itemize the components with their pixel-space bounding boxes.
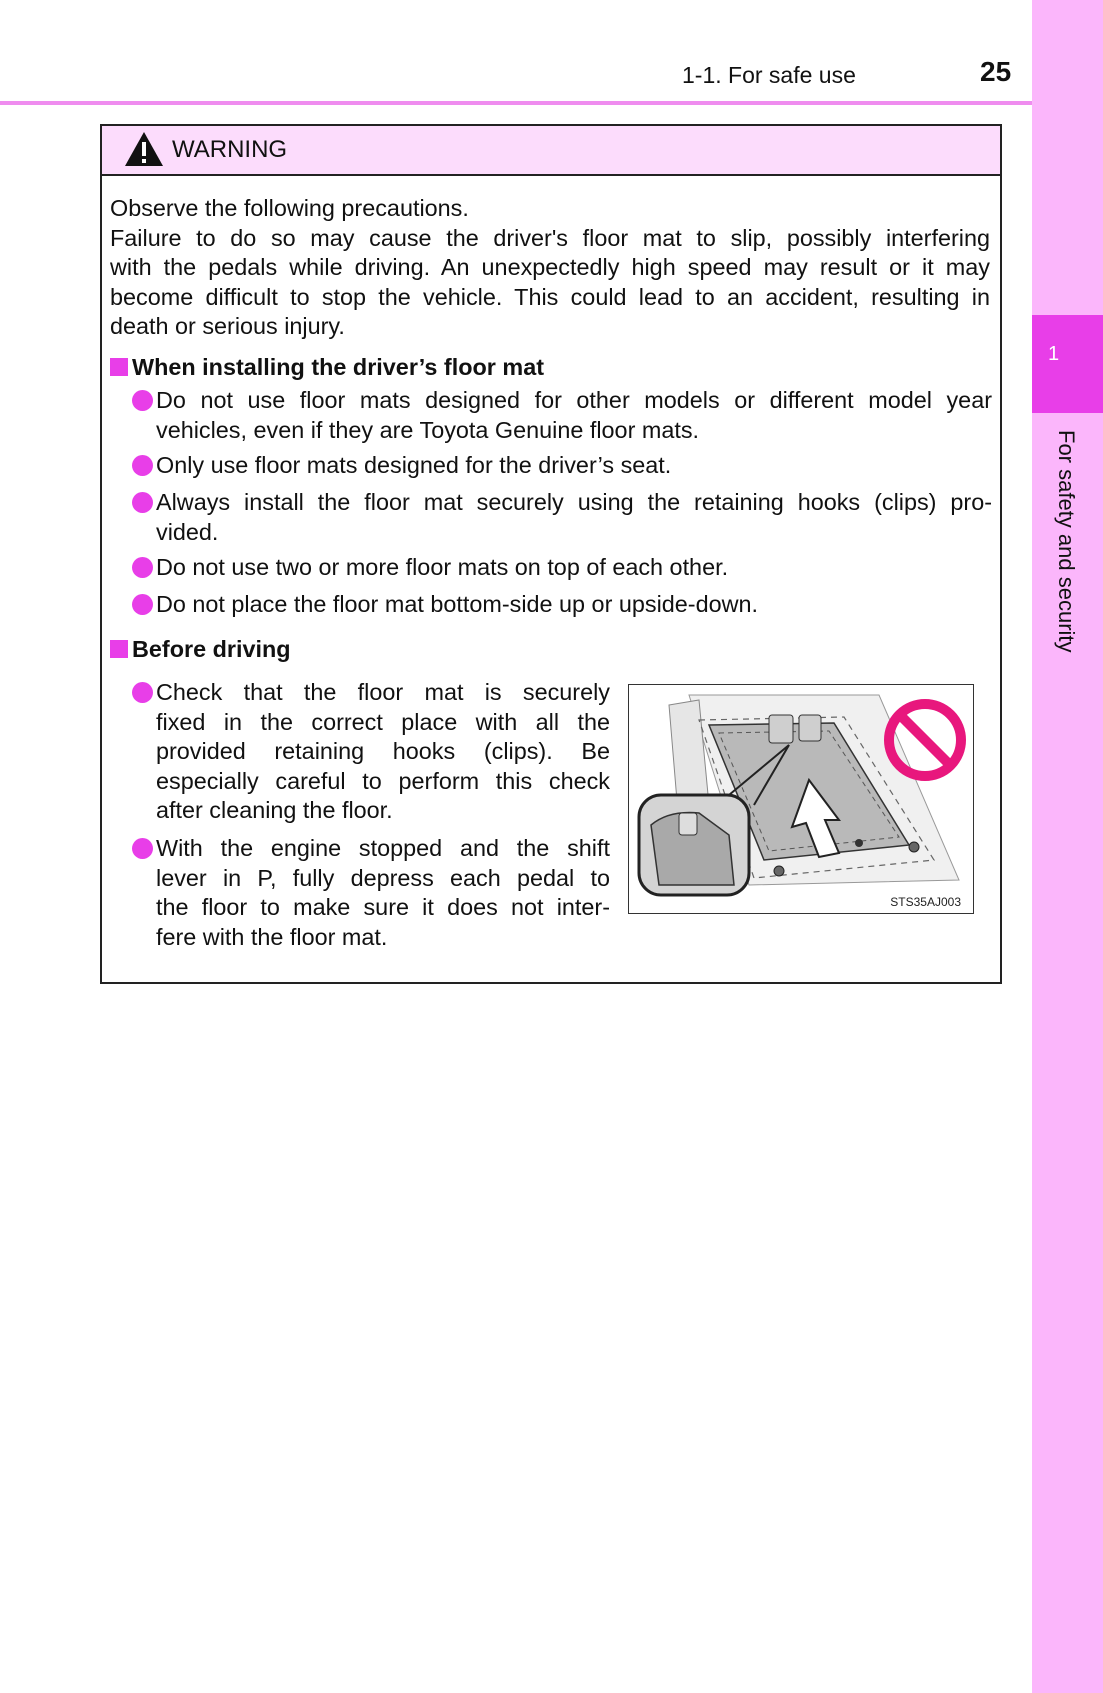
bullet-dot-icon <box>132 838 153 859</box>
chapter-title: For safety and security <box>1054 430 1079 653</box>
section-title: 1-1. For safe use <box>682 62 856 88</box>
figure-code: STS35AJ003 <box>890 895 961 909</box>
list-item: Do not use floor mats designed for other models or different model year vehicles, even if they are Toyota Genuine floor mats. <box>132 386 992 445</box>
list-item: Do not place the floor mat bottom-side up or upside-down. <box>132 590 992 620</box>
page-number: 25 <box>980 56 1012 87</box>
intro-line: become difficult to stop the vehicle. This could lead to an accident, resulting in <box>110 283 990 310</box>
section-heading-before-driving: Before driving <box>110 636 291 663</box>
bullet-dot-icon <box>132 390 153 411</box>
intro-line: Failure to do so may cause the driver's floor mat to slip, possibly interfering <box>110 224 990 251</box>
header-divider <box>0 101 1032 105</box>
list-item: Always install the floor mat securely using the retaining hooks (clips) pro- vided. <box>132 488 992 547</box>
warning-header <box>102 126 1000 176</box>
intro-line: death or serious injury. <box>110 313 345 339</box>
chapter-tab[interactable] <box>1032 315 1103 413</box>
side-strip <box>1032 0 1103 1693</box>
bullet-dot-icon <box>132 557 153 578</box>
floor-mat-illustration <box>628 684 974 914</box>
intro-line: with the pedals while driving. An unexpectedly high speed may result or it may <box>110 254 990 280</box>
square-bullet-icon <box>110 640 128 658</box>
floor-mat-diagram <box>629 685 972 912</box>
section-heading-installing: When installing the driver’s floor mat <box>110 354 544 381</box>
bullet-dot-icon <box>132 455 153 476</box>
bullet-dot-icon <box>132 594 153 615</box>
square-bullet-icon <box>110 358 128 376</box>
intro-line: Observe the following precautions. <box>110 195 469 221</box>
warning-triangle-icon <box>124 131 164 167</box>
list-item: Only use floor mats designed for the driver’s seat. <box>132 451 992 481</box>
chapter-number: 1 <box>1048 343 1060 365</box>
warning-title: WARNING <box>172 136 288 163</box>
list-item: Do not use two or more floor mats on top of each other. <box>132 553 992 583</box>
bullet-dot-icon <box>132 682 153 703</box>
list-item: Check that the floor mat is securely fixed in the correct place with all the provided retaining hooks (clips). Be especially careful to perform this check after cleaning the floor. <box>132 678 610 826</box>
bullet-dot-icon <box>132 492 153 513</box>
list-item: With the engine stopped and the shift lever in P, fully depress each pedal to the floor to make sure it does not inter- fere with the floor mat. <box>132 834 610 952</box>
warning-box <box>100 124 1002 984</box>
warning-intro <box>110 194 990 342</box>
prohibition-icon <box>889 704 961 776</box>
